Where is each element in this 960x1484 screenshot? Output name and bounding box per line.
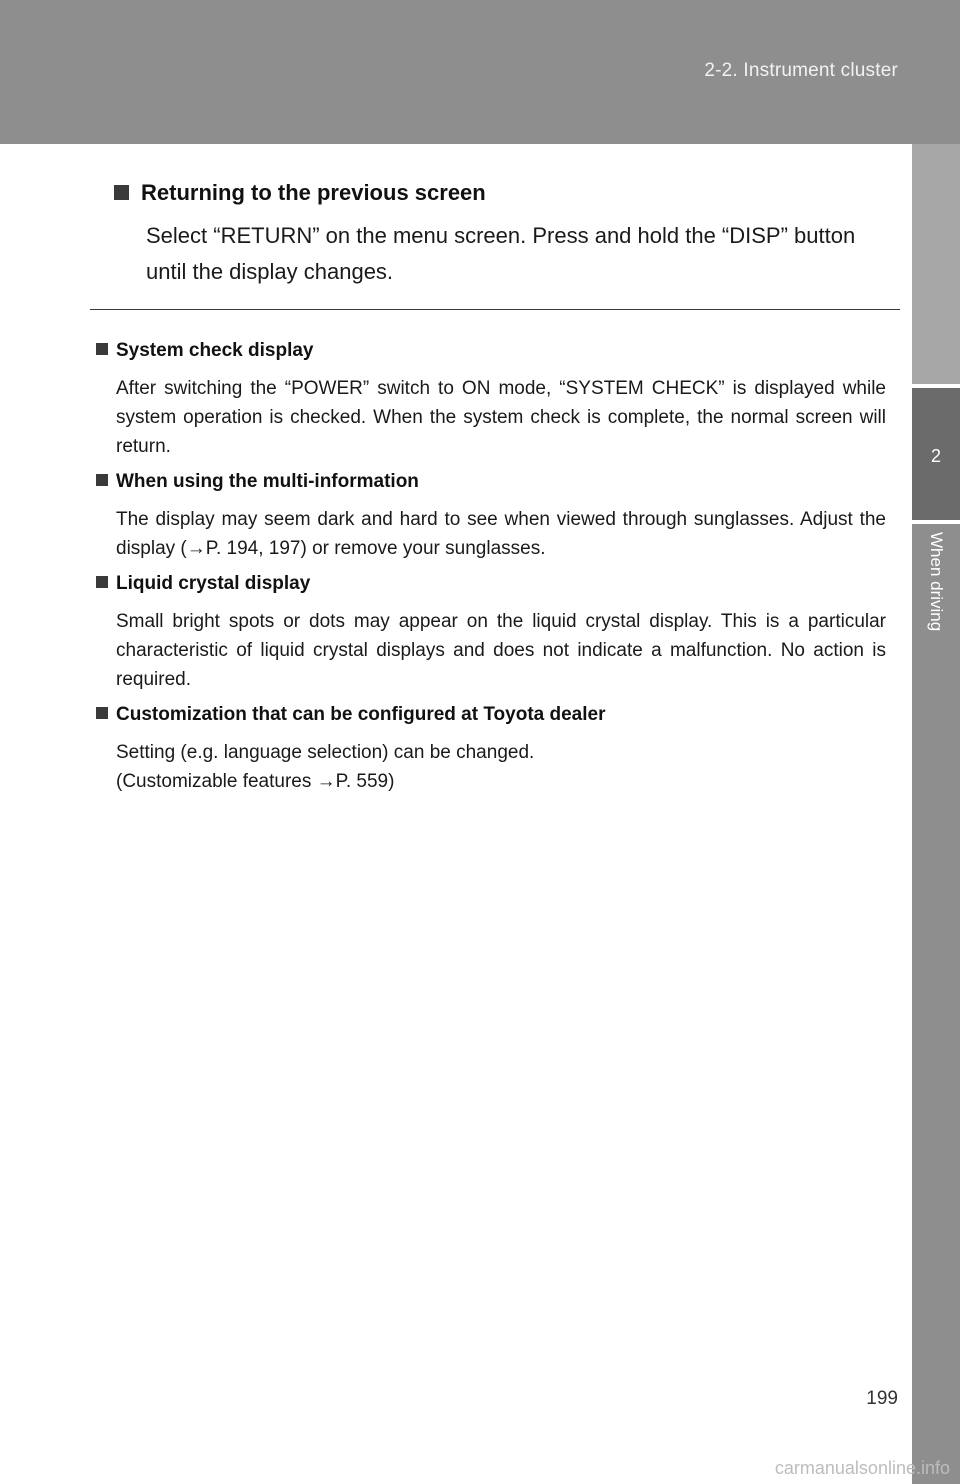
watermark: carmanualsonline.info (774, 1458, 950, 1478)
note-item (96, 336, 886, 461)
note-body-line: Setting (e.g. language selection) can be changed. (116, 742, 535, 763)
square-bullet-icon (96, 343, 108, 355)
note-heading (96, 700, 886, 730)
chapter-label-wrapper (912, 532, 960, 672)
note-body: Small bright spots or dots may appear on the liquid crystal display. This is a particular characteristic of liquid crystal displays and does not indicate a malfunction. No action is required. (116, 611, 886, 690)
note-body: After switching the “POWER” switch to ON mode, “SYSTEM CHECK” is displayed while system operation is checked. When the system check is complete, the normal screen will return. (116, 378, 886, 457)
square-bullet-icon (96, 474, 108, 486)
chapter-label: When driving (927, 532, 946, 632)
square-bullet-icon (114, 185, 129, 200)
section-body: Select “RETURN” on the menu screen. Press and hold the “DISP” button until the display changes. (146, 223, 856, 284)
note-heading-text: System check display (116, 340, 314, 361)
note-heading (96, 467, 886, 497)
page-number: 199 (866, 1388, 898, 1409)
note-body-line: (Customizable features →P. 559) (116, 771, 395, 792)
section-heading-text: Returning to the previous screen (141, 180, 486, 205)
note-body (96, 738, 886, 796)
chapter-number: 2 (930, 446, 941, 466)
note-heading (96, 569, 886, 599)
note-item (96, 467, 886, 563)
note-item (96, 569, 886, 694)
side-tab-upper (912, 144, 960, 384)
section-heading (114, 180, 486, 206)
note-item (96, 700, 886, 796)
section-title: 2-2. Instrument cluster (704, 60, 898, 81)
divider (90, 309, 900, 310)
square-bullet-icon (96, 707, 108, 719)
note-heading-text: Liquid crystal display (116, 573, 311, 594)
note-body: The display may seem dark and hard to see when viewed through sunglasses. Adjust the display (→P. 194, 197) or remove your sunglasses. (116, 509, 886, 559)
notes-list (96, 336, 886, 802)
note-heading-text: When using the multi-information (116, 471, 419, 492)
square-bullet-icon (96, 576, 108, 588)
chapter-tab (912, 388, 960, 520)
note-heading-text: Customization that can be configured at Toyota dealer (116, 704, 606, 725)
note-heading (96, 336, 886, 366)
